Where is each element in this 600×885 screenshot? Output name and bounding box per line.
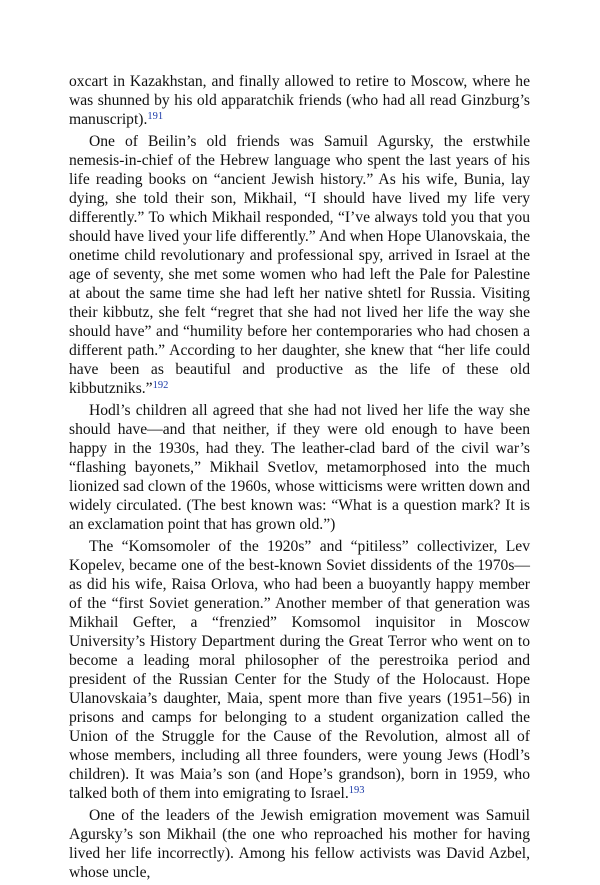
paragraph-1: [69, 72, 530, 129]
paragraph-3: [69, 401, 530, 534]
footnote-ref-193[interactable]: 193: [348, 785, 365, 796]
paragraph-4: [69, 537, 530, 803]
footnote-ref-192[interactable]: 192: [152, 380, 169, 391]
paragraph-2: [69, 132, 530, 398]
paragraph-text: oxcart in Kazakhstan, and finally allowed to retire to Moscow, where he was shunned by his old apparatchik friends (who had all read Ginzburg’s manuscript).: [69, 73, 530, 128]
paragraph-text: Hodl’s children all agreed that she had not lived her life the way she should have—and that neither, if they were old enough to have been happy in the 1930s, had they. The leather-clad bard of the civil war’s “flashing bayonets,” Mikhail Svetlov, metamorphosed into the much lionized sad clown of the 1960s, whose witticisms were written down and widely circulated. (The best known was: “What is a question mark? It is an exclamation point that has grown old.”): [69, 402, 530, 533]
footnote-ref-191[interactable]: 191: [147, 111, 164, 122]
paragraph-5: [69, 806, 530, 882]
paragraph-text: The “Komsomoler of the 1920s” and “pitiless” collectivizer, Lev Kopelev, became one of the best-known Soviet dissidents of the 1970s—as did his wife, Raisa Orlova, who had been a buoyantly happy member of the “first Soviet generation.” Another member of that generation was Mikhail Gefter, a “frenzied” Komsomol inquisitor in Moscow University’s History Department during the Great Terror who went on to become a leading moral philosopher of the perestroika period and president of the Russian Center for the Study of the Holocaust. Hope Ulanovskaia’s daughter, Maia, spent more than five years (1951–56) in prisons and camps for belonging to a student organization called the Union of the Struggle for the Cause of the Revolution, almost all of whose members, including all three founders, were young Jews (Hodl’s children). It was Maia’s son (and Hope’s grandson), born in 1959, who talked both of them into emigrating to Israel.: [69, 538, 530, 802]
paragraph-text: One of the leaders of the Jewish emigration movement was Samuil Agursky’s son Mikhail (the one who reproached his mother for having lived her life incorrectly). Among his fellow activists was David Azbel, whose uncle,: [69, 807, 530, 881]
page-body: [69, 72, 530, 885]
paragraph-text: One of Beilin’s old friends was Samuil Agursky, the erstwhile nemesis-in-chief of the Hebrew language who spent the last years of his life reading books on “ancient Jewish history.” As his wife, Bunia, lay dying, she told their son, Mikhail, “I should have lived my life very differently.” To which Mikhail responded, “I’ve always told you that you should have lived your life differently.” And when Hope Ulanovskaia, the onetime child revolutionary and professional spy, arrived in Israel at the age of seventy, she met some women who had left the Pale for Palestine at about the same time she had left her native shtetl for Russia. Visiting their kibbutz, she felt “regret that she had not lived her life the way she should have” and “humility before her contemporaries who had chosen a different path.” According to her daughter, she knew that “her life could have been as beautiful and productive as the life of these old kibbutzniks.”: [69, 133, 530, 397]
